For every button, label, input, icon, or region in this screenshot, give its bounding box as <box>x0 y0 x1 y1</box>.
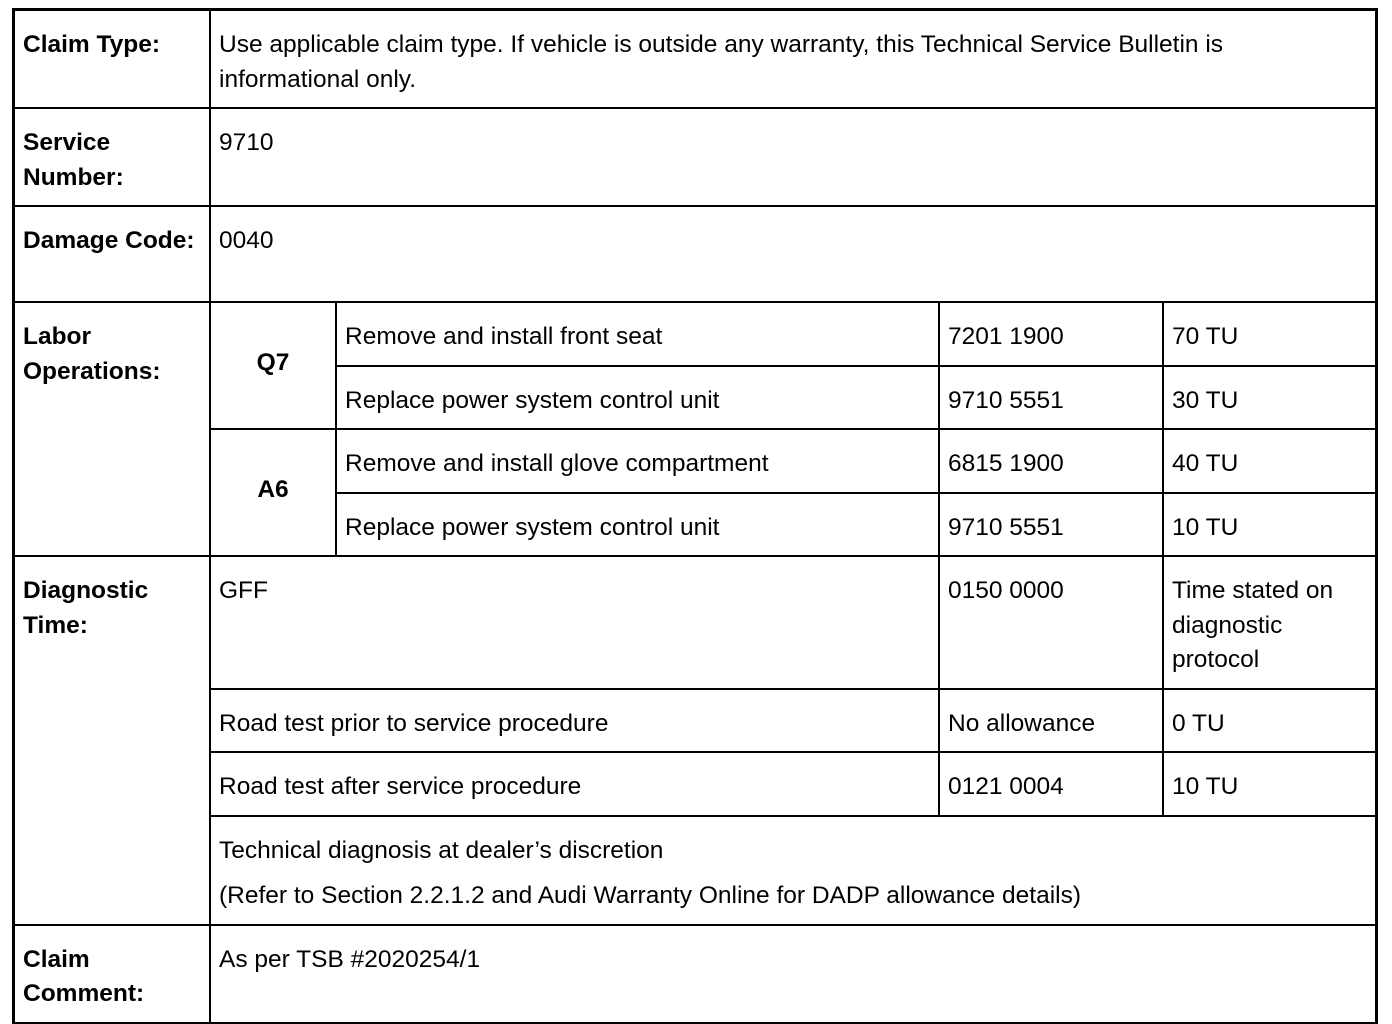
diagnostic-time: 0 TU <box>1163 689 1376 753</box>
diagnostic-code: 0150 0000 <box>939 556 1163 689</box>
diagnostic-note <box>210 816 1376 925</box>
labor-description: Replace power system control unit <box>336 366 939 430</box>
claim-comment-label: Claim Comment: <box>14 925 210 1023</box>
diagnostic-code: No allowance <box>939 689 1163 753</box>
diagnostic-description: GFF <box>210 556 939 689</box>
claim-comment-row <box>14 925 1376 1023</box>
diagnostic-row <box>14 752 1376 816</box>
diagnostic-note-line2: (Refer to Section 2.2.1.2 and Audi Warranty Online for DADP allowance details) <box>219 882 1082 909</box>
labor-model-a6: A6 <box>210 429 336 556</box>
diagnostic-row <box>14 556 1376 689</box>
diagnostic-note-row <box>14 816 1376 925</box>
diagnostic-time: Time stated on diagnostic protocol <box>1163 556 1376 689</box>
labor-code: 7201 1900 <box>939 302 1163 366</box>
labor-code: 6815 1900 <box>939 429 1163 493</box>
diagnostic-time-label: Diagnostic Time: <box>14 556 210 925</box>
service-number-value: 9710 <box>210 108 1376 206</box>
damage-code-label: Damage Code: <box>14 206 210 302</box>
claim-comment-value: As per TSB #2020254/1 <box>210 925 1376 1023</box>
claim-type-label: Claim Type: <box>14 10 210 108</box>
labor-row <box>14 302 1376 366</box>
labor-code: 9710 5551 <box>939 493 1163 557</box>
labor-time: 40 TU <box>1163 429 1376 493</box>
warranty-claim-table <box>13 9 1377 1024</box>
diagnostic-description: Road test prior to service procedure <box>210 689 939 753</box>
labor-row <box>14 429 1376 493</box>
labor-model-q7: Q7 <box>210 302 336 429</box>
labor-code: 9710 5551 <box>939 366 1163 430</box>
labor-description: Remove and install glove compartment <box>336 429 939 493</box>
claim-type-value: Use applicable claim type. If vehicle is outside any warranty, this Technical Service Bulletin is informational only. <box>210 10 1376 108</box>
damage-code-row <box>14 206 1376 302</box>
claim-type-row <box>14 10 1376 108</box>
service-number-row <box>14 108 1376 206</box>
labor-time: 70 TU <box>1163 302 1376 366</box>
labor-description: Remove and install front seat <box>336 302 939 366</box>
diagnostic-row <box>14 689 1376 753</box>
damage-code-value: 0040 <box>210 206 1376 302</box>
labor-operations-label: Labor Operations: <box>14 302 210 556</box>
labor-time: 30 TU <box>1163 366 1376 430</box>
diagnostic-time: 10 TU <box>1163 752 1376 816</box>
service-number-label: Service Number: <box>14 108 210 206</box>
labor-description: Replace power system control unit <box>336 493 939 557</box>
diagnostic-code: 0121 0004 <box>939 752 1163 816</box>
diagnostic-description: Road test after service procedure <box>210 752 939 816</box>
labor-time: 10 TU <box>1163 493 1376 557</box>
diagnostic-note-line1: Technical diagnosis at dealer’s discretion <box>219 836 664 864</box>
